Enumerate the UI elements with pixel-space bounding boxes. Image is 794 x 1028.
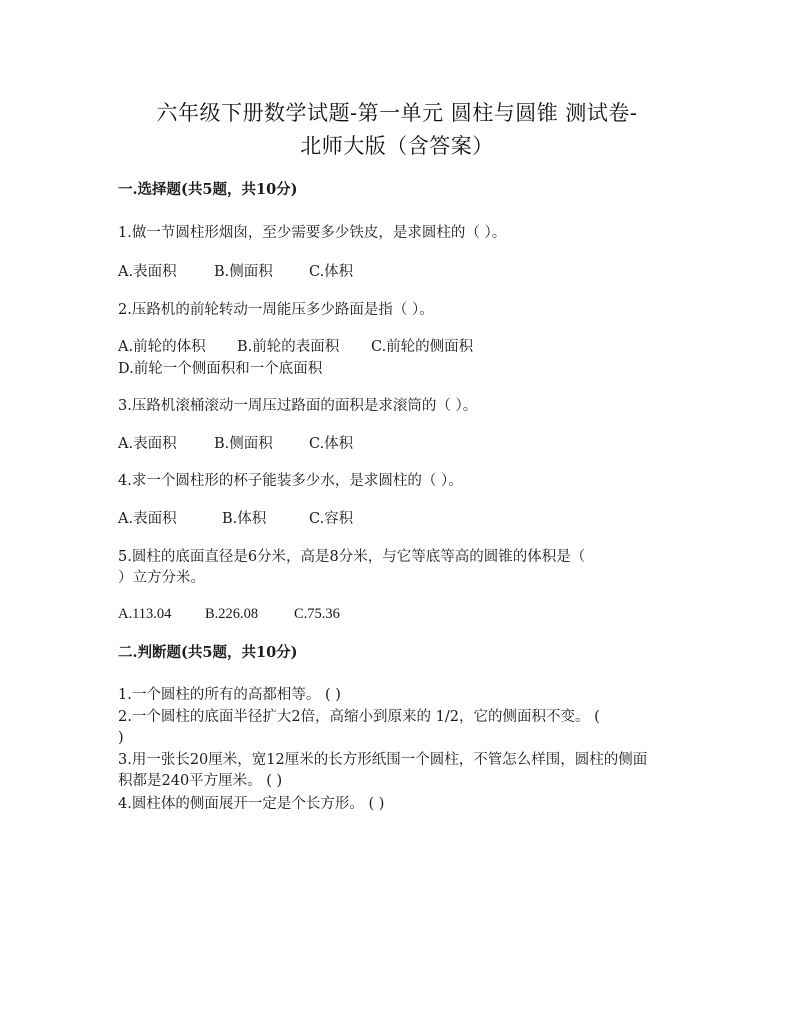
q1-option-a: A.表面积: [118, 264, 177, 280]
question-1-text: 1.做一节圆柱形烟囱，至少需要多少铁皮，是求圆柱的（ ）。: [118, 225, 507, 241]
question-3-text: 3.压路机滚桶滚动一周压过路面的面积是求滚筒的（ ）。: [118, 398, 478, 414]
judge-2-text-line2: ): [118, 730, 124, 746]
q5-option-c: C.75.36: [294, 606, 340, 622]
q4-option-a: A.表面积: [118, 511, 177, 527]
q2-option-c: C.前轮的侧面积: [371, 339, 474, 355]
q5-option-a: A.113.04: [118, 606, 172, 622]
q2-option-d: D.前轮一个侧面积和一个底面积: [118, 361, 323, 377]
judge-4-text: 4.圆柱体的侧面展开一定是个长方形。 ( ): [118, 796, 385, 812]
document-title-line2: 北师大版（含答案）: [300, 134, 494, 158]
section1-heading: 一.选择题(共5题，共10分): [118, 181, 298, 198]
question-4-text: 4.求一个圆柱形的杯子能装多少水，是求圆柱的（ ）。: [118, 473, 463, 489]
judge-3-text-line2: 积都是240平方厘米。 ( ): [118, 773, 283, 789]
document-title-line1: 六年级下册数学试题-第一单元 圆柱与圆锥 测试卷-: [156, 101, 638, 125]
question-2-text: 2.压路机的前轮转动一周能压多少路面是指（ ）。: [118, 302, 434, 318]
q3-option-c: C.体积: [309, 436, 354, 452]
q4-option-b: B.体积: [222, 511, 267, 527]
q3-option-b: B.侧面积: [214, 436, 273, 452]
section2-heading: 二.判断题(共5题，共10分): [118, 644, 298, 661]
q2-option-a: A.前轮的体积: [118, 339, 206, 355]
question-5-text-line1: 5.圆柱的底面直径是6分米，高是8分米，与它等底等高的圆锥的体积是（: [118, 549, 586, 565]
q1-option-b: B.侧面积: [214, 264, 273, 280]
q1-option-c: C.体积: [309, 264, 354, 280]
q4-option-c: C.容积: [309, 511, 354, 527]
q3-option-a: A.表面积: [118, 436, 177, 452]
judge-2-text-line1: 2.一个圆柱的底面半径扩大2倍，高缩小到原来的 1/2，它的侧面积不变。 (: [118, 709, 600, 725]
judge-1-text: 1.一个圆柱的所有的高都相等。 ( ): [118, 687, 341, 703]
judge-3-text-line1: 3.用一张长20厘米，宽12厘米的长方形纸围一个圆柱，不管怎么样围，圆柱的侧面: [118, 752, 648, 768]
q5-option-b: B.226.08: [205, 606, 259, 622]
q2-option-b: B.前轮的表面积: [237, 339, 340, 355]
question-5-text-line2: ）立方分米。: [118, 570, 205, 586]
